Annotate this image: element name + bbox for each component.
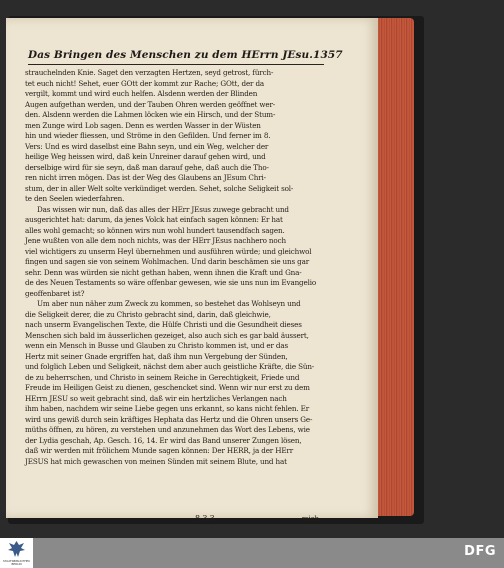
text-line: der Lydia geschah, Ap. Gesch. 16, 14. Er wird das Band unserer Zungen lösen, [25,435,302,445]
header-title: Das Bringen des Menschen zu dem HErrn JEsu. [28,49,314,61]
text-line: men Zunge wird Lob sagen. Denn es werden Wasser in der Wüsten [25,120,261,130]
text-line: tet euch nicht! Sehet, euer GOtt der kommt zur Rache; GOtt, der da [25,78,265,88]
library-logo[interactable] [0,538,33,568]
text-line: de des Neuen Testaments so wäre offenbar gewesen, wie sie uns nun im Evangelio [25,278,317,287]
text-line: Augen aufgethan werden, und der Tauben Ohren werden geöffnet wer- [25,99,276,109]
text-line: viel wichtigers zu unserm Heyl übernehmen und ausführen würde; und gleichwol [25,246,312,256]
text-line: JESUS hat mich gewaschen von meinen Sünden mit seinem Blute, und hat [25,456,287,466]
text-line: alles wohl gemacht; so können wirs nun wohl hundert tausendfach sagen. [25,225,285,235]
text-line: geoffenbaret ist? [25,288,85,298]
text-line: stum, der in aller Welt solte verkündiget werden. Sehet, solche Seligkeit sol- [25,183,294,193]
text-line: Das wissen wir nun, daß das alles der HErr JEsus zuwege gebracht und [37,204,289,214]
text-line: Menschen sich bald im äusserlichen gezeiget, also auch sich es gar bald äussert, [25,330,309,340]
logo-text: STAATSBIBLIOTHEK BERLIN [2,559,31,566]
dfg-logo[interactable]: DFG [464,544,496,559]
text-line: Jene wußten von alle dem noch nichts, was der HErr JEsus nachhero noch [25,236,286,245]
catchword: mich [301,514,319,523]
text-line: den. Alsdenn werden die Lahmen löcken wie ein Hirsch, und der Stum- [25,110,276,119]
text-line: Freude im Heiligen Geist zu dienen, geschencket sind. Wenn wir nur erst zu dem [25,383,310,392]
text-line: sehr. Denn was würden sie nicht gethan haben, wenn ihnen die Kraft und Gna- [25,267,302,277]
eagle-icon [0,538,33,560]
text-line: te den Seelen wiederfahren. [25,194,125,203]
signature-line [25,514,325,526]
text-line: Vers: Und es wird daselbst eine Bahn seyn, und ein Weg, welcher der [25,141,269,151]
book-page-edges [376,18,414,516]
page-number: 1357 [313,49,343,61]
text-line: daß wir werden mit frölichem Munde sagen können: Der HERR, ja der HErr [25,446,294,455]
body-text [25,68,325,523]
text-line: ihm haben, nachdem wir seine Liebe gegen uns erkannt, so kans nicht fehlen. Er [25,404,310,413]
running-header [28,49,343,61]
text-line: fingen und sagen sie von seinem Wohlmachen. Und darin beschämen sie uns gar [25,257,310,266]
footer-bar [0,538,504,568]
text-line: nach unserm Evangelischen Texte, die Hülfe Christi und die Gesundheit dieses [25,320,302,329]
header-rule [28,64,324,65]
text-line: vergilt, kommt und wird euch helfen. Alsdenn werden der Blinden [25,89,258,98]
text-line: strauchelnden Knie. Saget den verzagten Hertzen, seyd getrost, fürch- [25,68,274,77]
text-line: wenn ein Mensch in Busse und Glauben zu Christo kommen ist, und er das [25,341,289,350]
text-line: wird uns gewiß durch sein kräftiges Hephata das Hertz und die Ohren unsers Ge- [25,414,313,424]
text-line: und folglich Leben und Seligkeit, nächst dem aber auch geistliche Kräfte, die Sün- [25,362,315,371]
text-line: Um aber nun näher zum Zweck zu kommen, so bestehet das Wohlseyn und [37,299,301,308]
text-line: Hertz mit seiner Gnade ergriffen hat, daß ihm nun Vergebung der Sünden, [25,351,288,361]
text-line: derselbige wird für sie seyn, daß man darauf gehe, daß auch die Tho- [25,162,269,172]
text-line: heilige Weg heissen wird, daß kein Unreiner darauf gehen wird, und [25,152,266,161]
text-line: ren nicht irren mögen. Das ist der Weg des Glaubens an JEsum Chri- [25,173,266,182]
text-line: die Seligkeit derer, die zu Christo gebracht sind, darin, daß gleichwie, [25,309,271,319]
text-line: HErrn JESU so weit gebracht sind, daß wir ein hertzliches Verlangen nach [25,393,287,403]
text-line: ausgerichtet hat: darum, da jenes Volck hat einfach sagen können: Er hat [25,215,283,224]
book-page [6,18,378,523]
text-line: hin und wieder fliessen, und Ströme in den Gefilden. Und ferner im 8. [25,131,271,140]
text-line: de zu beherrschen, und Christo in seinem Reiche in Gerechtigkeit, Friede und [25,372,300,382]
text-line: müths öffnen, zu hören, zu verstehen und anzunehmen das Wort des Lebens, wie [25,425,310,434]
signature-mark: 8 3 3 [195,514,215,523]
